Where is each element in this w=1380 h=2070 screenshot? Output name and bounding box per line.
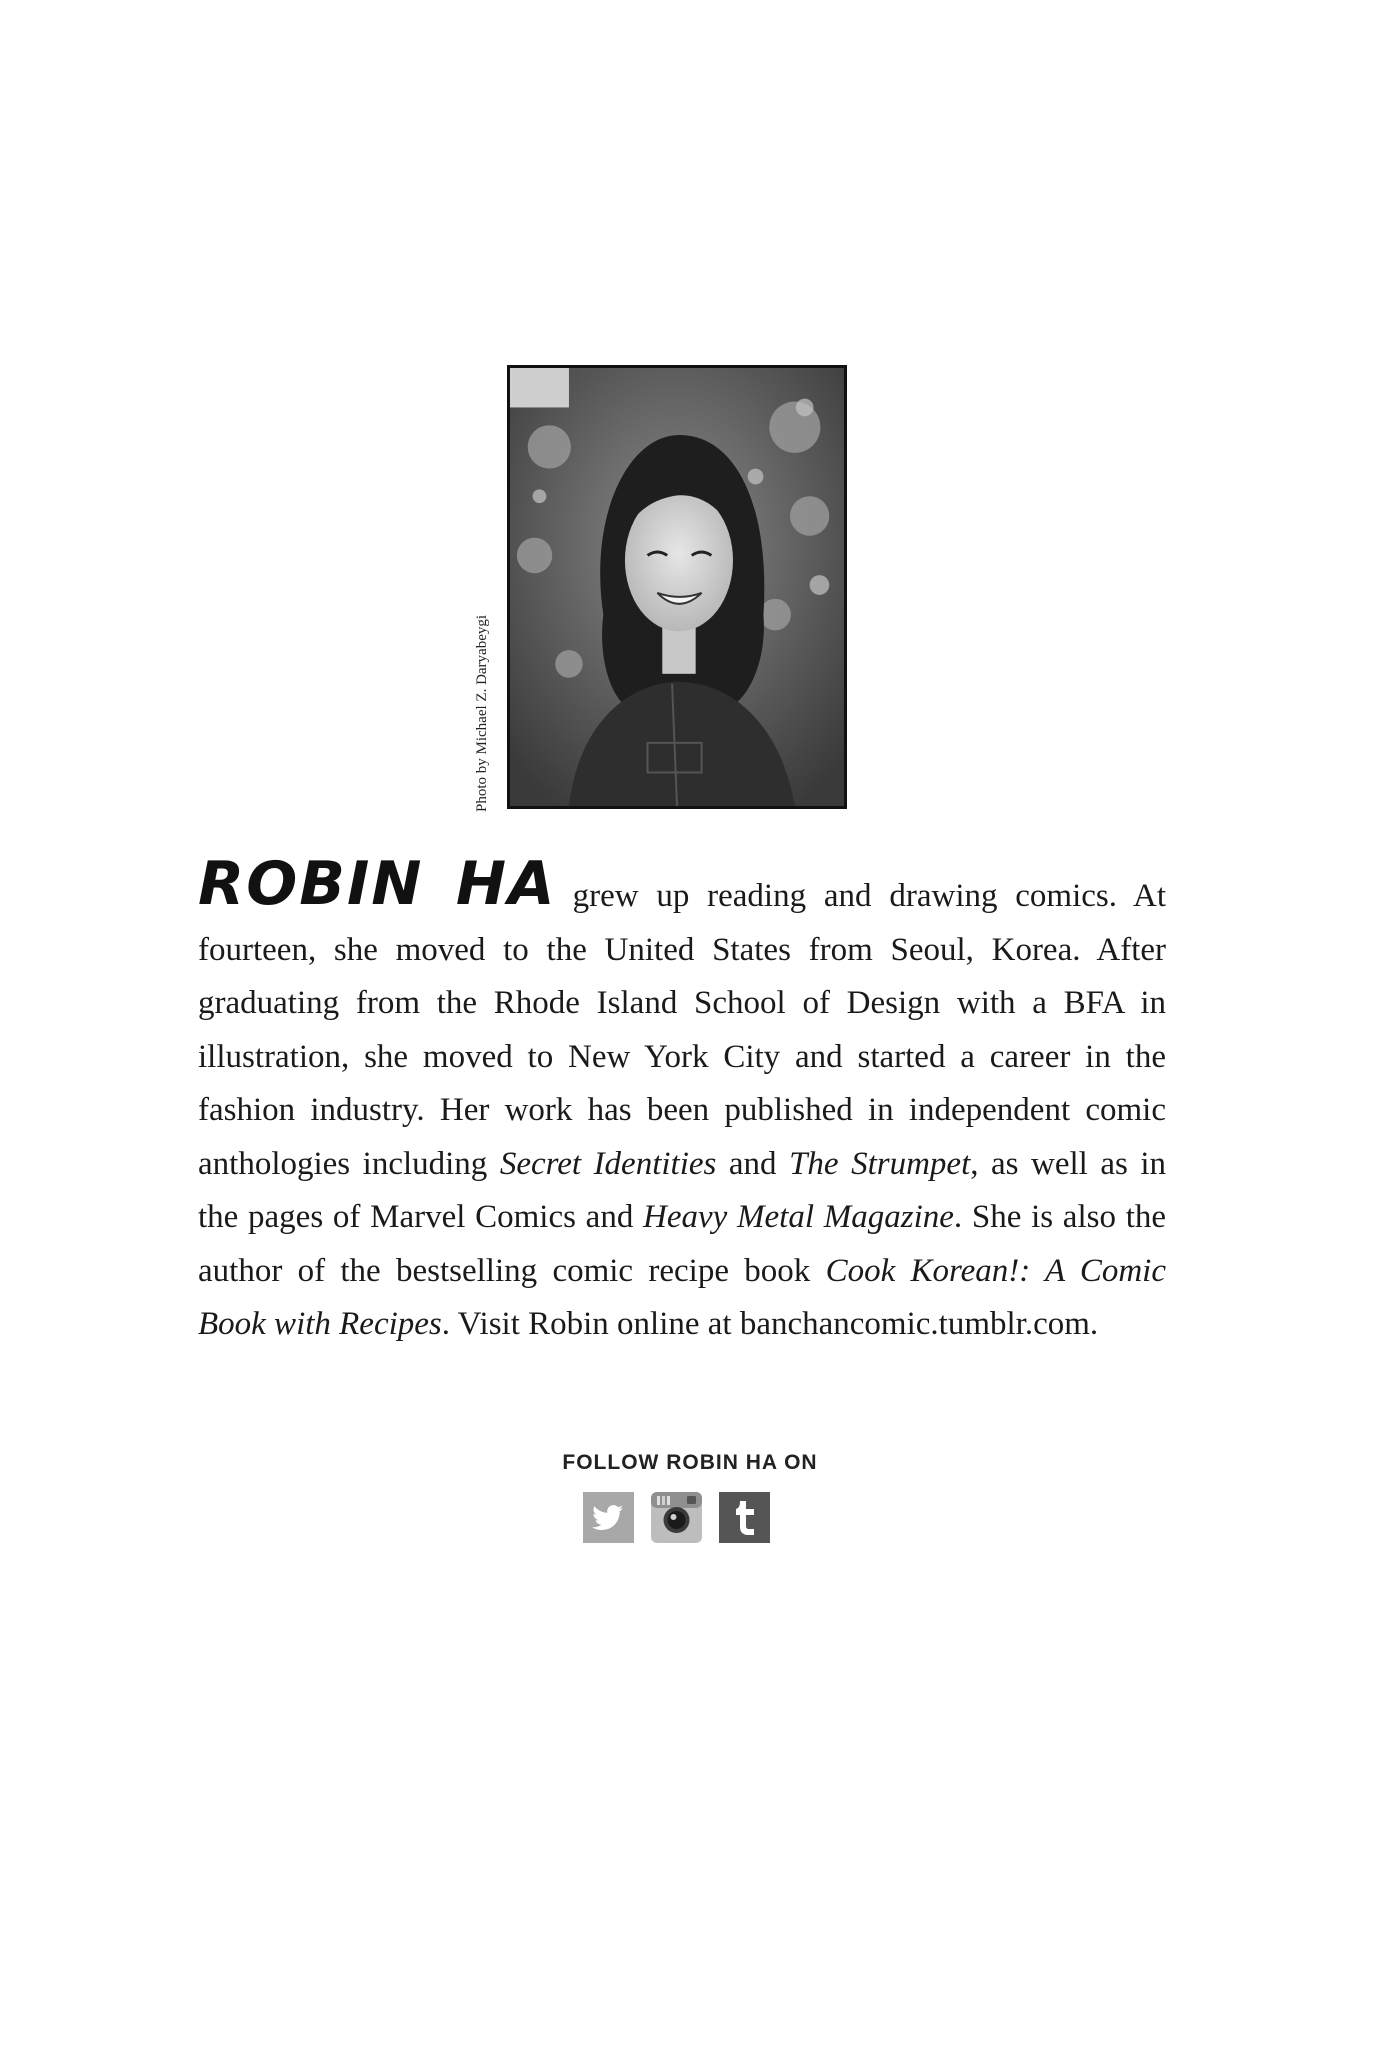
bio-text: . She is also the author of the bestselling comic recipe book <box>198 1199 1167 1289</box>
bio-text: , as well as in the pages of Marvel Comics and <box>198 1145 1166 1235</box>
tumblr-icon[interactable] <box>719 1492 770 1543</box>
social-icons <box>583 1492 770 1543</box>
author-photo <box>507 365 847 809</box>
bio-title-cook-korean: Cook Korean!: A Comic Book with Recipes <box>198 1252 1166 1342</box>
bio-title-the-strumpet: The Strumpet <box>789 1145 971 1182</box>
twitter-icon[interactable] <box>583 1492 634 1543</box>
author-name: ROBIN HA <box>198 849 557 919</box>
photo-credit: Photo by Michael Z. Daryabeygi <box>474 614 490 812</box>
author-portrait-image <box>510 368 844 806</box>
bio-text: grew up reading and drawing comics. At fourteen, she moved to the United States from Seoul, Korea. After graduating from the Rhode Island School of Design with a BFA in illustration, she moved to New York City and started a career in the fashion industry. Her work has been published in independent comic anthologies including <box>198 878 1166 1182</box>
bio-title-heavy-metal-magazine: Heavy Metal Magazine <box>643 1199 954 1235</box>
instagram-icon[interactable] <box>651 1492 702 1543</box>
bio-text: and <box>716 1145 790 1182</box>
bio-title-secret-identities: Secret Identities <box>499 1145 717 1182</box>
bio-text: . Visit Robin online at banchancomic.tumblr.com. <box>441 1306 1099 1342</box>
author-bio <box>198 849 1167 1352</box>
follow-label: FOLLOW ROBIN HA ON <box>562 1451 818 1474</box>
